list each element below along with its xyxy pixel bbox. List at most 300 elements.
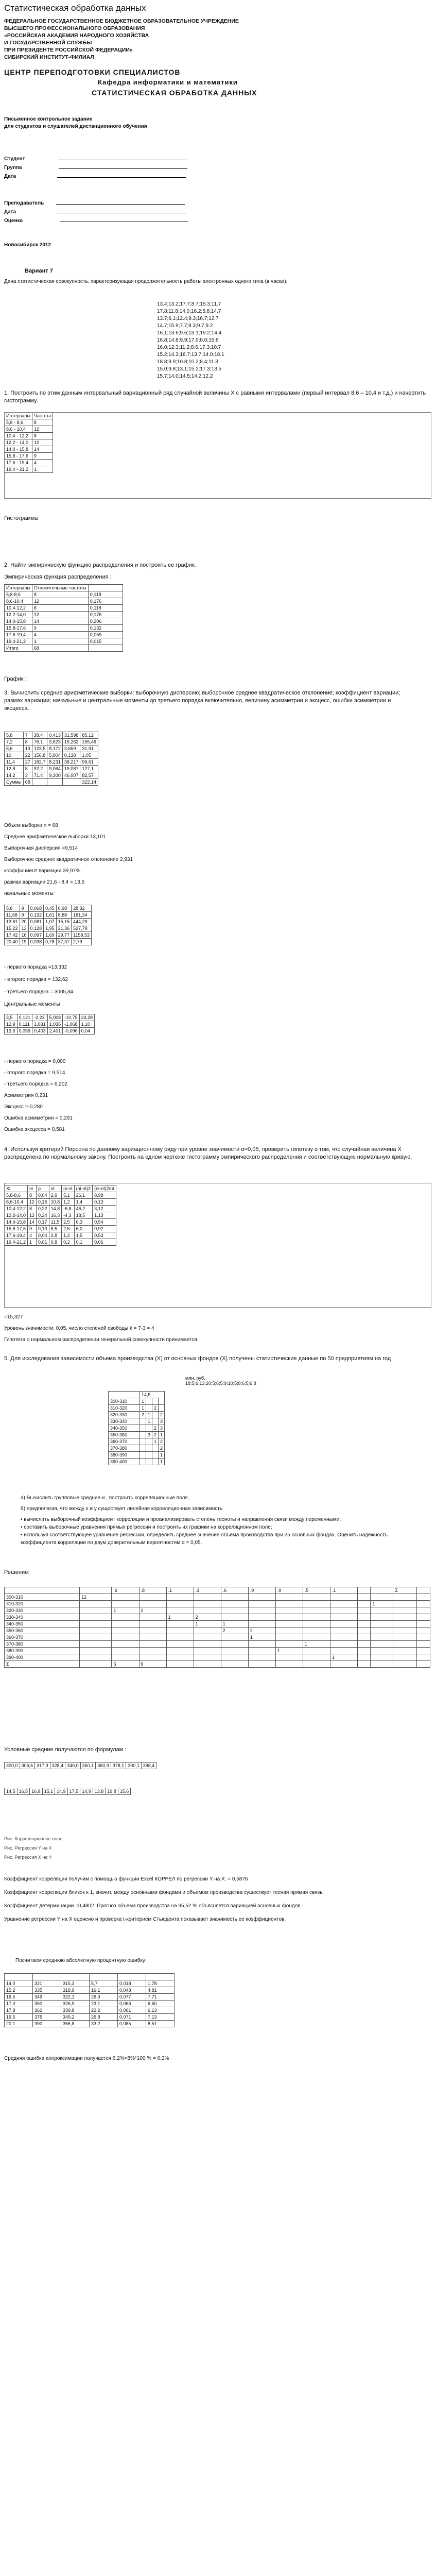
table-cell: 9 xyxy=(20,912,28,919)
field-label: Дата xyxy=(4,209,16,215)
table-header: (ni-nt)2/nt xyxy=(93,1185,116,1192)
coef-line: Коэффициент корреляции получим с помощью функции Excel КОРРЕЛ по регрессии Y на X: = 0,5876 xyxy=(4,1876,248,1882)
table-cell: 5,8-8,6 xyxy=(5,1192,28,1199)
table-cell: 6,5 xyxy=(49,1226,62,1232)
table-cell: 16,3 xyxy=(49,1212,62,1219)
error-excess-line: Ошибка эксцесса = 0,581 xyxy=(4,1127,65,1132)
excess-line: Эксцесс =-0,280 xyxy=(4,1104,43,1110)
table-cell: 26,8 xyxy=(90,2014,118,2021)
task-line: используя соответствующее уравнение регрессии, определить среднее значение объема производства при 25 основных фондах. Оценить надежность коэффициента корреляции по двум доверительным вероятностям α = 0,05. xyxy=(21,1532,388,1546)
table-cell: 9 xyxy=(20,905,28,912)
table-cell xyxy=(159,1405,165,1412)
item-1: 1. Построить по этим данным интервальный вариационный ряд случайной величины X с равными интервалами (первый интервал 8,6 – 10,4 и т.д.) и начертить гистограмму. xyxy=(4,390,426,404)
table-cell xyxy=(146,1438,152,1445)
table-cell: 326,9 xyxy=(61,2001,90,2007)
table-cell: 1,69 xyxy=(44,932,57,939)
table-cell: 300-310 xyxy=(109,1398,140,1405)
table-cell: 0,45 xyxy=(44,905,57,912)
item-3: 3. Вычислить средние арифметические выборки; выборочную дисперсию; выборочное среднее квадратическое отклонение; коэффициент вариации; размах вариации; начальные и центральные моменты до третьего порядка включительно, величину асимметрии и эксцесс, ошибки асимметрии и эксцесса. xyxy=(4,690,400,711)
table-cell: 0,118 xyxy=(88,605,123,612)
table-cell: 390-400 xyxy=(109,1459,140,1465)
table-cell: 2 xyxy=(221,1628,248,1634)
table-cell: 0,059 xyxy=(88,632,123,638)
table-cell: 390-400 xyxy=(5,1654,80,1661)
figure-caption: Рис. Корреляционное поле xyxy=(4,1836,63,1841)
table-cell: 310-320 xyxy=(5,1601,80,1607)
table-cell: 0,92 xyxy=(93,1226,116,1232)
final-line: Средняя ошибка аппроксимации получается 6,2%<8%*100 % = 6,2% xyxy=(4,2056,169,2061)
header-line: СИБИРСКИЙ ИНСТИТУТ-ФИЛИАЛ xyxy=(4,54,94,60)
table-cell: 8 xyxy=(32,605,88,612)
table-cell: 4 xyxy=(32,460,53,466)
table-cell: 1 xyxy=(112,1607,139,1614)
table-cell xyxy=(152,1412,159,1418)
data-block xyxy=(157,301,224,380)
table-cell: 376 xyxy=(33,2014,61,2021)
table-cell xyxy=(152,1418,159,1425)
table-cell: 0,54 xyxy=(93,1219,116,1226)
task-line: а) Вычислить групповые средние и , построить корреляционные поля. xyxy=(21,1495,189,1501)
table-cell: 4 xyxy=(28,1232,37,1239)
table-header: .9 xyxy=(248,1587,275,1594)
table-cell: 15,8-17,6 xyxy=(5,625,32,632)
table-cell: 12,2 - 14,0 xyxy=(5,439,32,446)
table-cell xyxy=(152,1398,159,1405)
table-cell: 31,91 xyxy=(80,745,98,752)
item-5-text: Для исследования зависимости объема производства (Х) от основных фондов (Х) получены статистические данные по 50 предприятиям на год xyxy=(10,1355,391,1362)
table-cell: 350,1 xyxy=(80,1762,96,1769)
table-header: .9 xyxy=(275,1587,303,1594)
table-cell: 13 xyxy=(20,925,28,932)
table-cell: Итого xyxy=(5,645,32,652)
calc-table xyxy=(4,732,98,786)
table-cell: 1,5 xyxy=(74,1232,93,1239)
table-cell: 2,8 xyxy=(49,1232,62,1239)
table-cell: 17,42 xyxy=(5,932,20,939)
table-cell: 8 xyxy=(32,433,53,439)
table-header: .3 xyxy=(194,1587,221,1594)
table-cell: 2 xyxy=(159,1438,165,1445)
table-cell xyxy=(146,1398,152,1405)
table-header xyxy=(118,1974,146,1980)
field-line[interactable] xyxy=(59,163,187,169)
table-cell xyxy=(152,1452,159,1459)
table-cell: 5,8 xyxy=(5,732,24,739)
field-line[interactable] xyxy=(60,216,188,222)
data-row: 16.8;14.8;9.9;17.0;8.0;15.6 xyxy=(157,337,219,343)
table-cell xyxy=(152,1445,159,1452)
table-cell: 7,71 xyxy=(146,1994,175,2001)
table-header: Относительные частоты xyxy=(32,585,88,591)
moments-block xyxy=(4,961,73,998)
table-cell: 14 xyxy=(28,1219,37,1226)
table-header xyxy=(109,1392,140,1398)
table-header xyxy=(80,1587,112,1594)
table-cell: 12,9 xyxy=(5,1021,18,1028)
data-row: 16.1;13.6;9.6;13.1;19.2;14.4 xyxy=(157,330,222,336)
table-cell: 370-380 xyxy=(109,1445,140,1452)
field-label: Группа xyxy=(4,165,22,171)
moment-line: - первого порядка = 0,000 xyxy=(4,1059,66,1064)
table-cell: 1 xyxy=(166,1614,194,1621)
table-cell: 1 xyxy=(194,1621,221,1628)
table-cell: 1,2 xyxy=(62,1232,75,1239)
table-cell: 1,031 xyxy=(32,1021,48,1028)
table-cell: 1 xyxy=(159,1432,165,1438)
table-cell: 9 xyxy=(32,625,88,632)
data-row: 15.0;9.8;13.1;15.2;17.3;13.5 xyxy=(157,366,222,372)
table-cell: 8,51 xyxy=(146,2021,175,2027)
stat-line: Выборочное среднее квадратичное отклонение 2,931 xyxy=(4,857,133,862)
table-cell: 3,12 xyxy=(93,1206,116,1212)
table-cell: 0,24 xyxy=(37,1212,49,1219)
table-cell: 14,0 xyxy=(5,1980,33,1987)
table-cell: 6,0 xyxy=(74,1226,93,1232)
table-cell: 328,4 xyxy=(50,1762,65,1769)
stat-line: начальные моменты xyxy=(4,891,54,896)
table-cell: 12,2-14,0 xyxy=(5,1212,28,1219)
department-title: Кафедра информатики и математики xyxy=(98,78,238,86)
corr-title-line: млн. руб. xyxy=(185,1376,205,1381)
data-row: 14.7;15.9;7.7;8.3;9.7;9.2 xyxy=(157,323,213,329)
table-cell: 1,2 xyxy=(62,1199,75,1206)
table-cell: 8 xyxy=(28,1206,37,1212)
table-cell: 22 xyxy=(23,752,32,759)
chi-value: =15,327 xyxy=(4,1314,23,1320)
error-asymmetry-line: Ошибка асимметрии = 0,291 xyxy=(4,1115,73,1121)
table-cell: 92,2 xyxy=(32,766,47,772)
table-cell: 10,4-12,2 xyxy=(5,605,32,612)
table-cell: 5,1 xyxy=(62,1192,75,1199)
table-cell: 20 xyxy=(20,919,28,925)
table-cell: 398,4 xyxy=(141,1762,156,1769)
field-line[interactable] xyxy=(57,172,186,178)
table-cell: 16,5 xyxy=(5,1994,33,2001)
central-moments-block xyxy=(4,1056,73,1136)
table-cell: 11,68 xyxy=(5,912,20,919)
table-cell xyxy=(47,779,63,786)
moment-line: - первого порядка =13,332 xyxy=(4,964,67,970)
table-cell: 17,6-19,4 xyxy=(5,1232,28,1239)
table-cell: 2 xyxy=(152,1425,159,1432)
table-cell: 0,015 xyxy=(88,638,123,645)
table-cell: 349 xyxy=(33,1994,61,2001)
table-cell xyxy=(146,1452,152,1459)
corr-title xyxy=(185,1376,256,1386)
table-cell: 9,300 xyxy=(47,772,63,779)
table-cell: 1 xyxy=(32,466,53,473)
table-cell: 444,29 xyxy=(72,919,92,925)
table-cell: 14,5 xyxy=(5,1788,18,1795)
table-cell: 9 xyxy=(28,1226,37,1232)
table-header: (ni-nt)2 xyxy=(74,1185,93,1192)
student-fields xyxy=(4,155,187,181)
table-cell: 156,8 xyxy=(32,752,47,759)
table-cell: 16,9 xyxy=(30,1788,43,1795)
table-cell: 14,2 xyxy=(5,772,24,779)
field-line[interactable] xyxy=(56,199,185,205)
table-cell: 24,28 xyxy=(79,1014,95,1021)
table-cell xyxy=(146,1405,152,1412)
table-cell: 1,78 xyxy=(146,1980,175,1987)
table-cell: 19,5 xyxy=(5,2014,33,2021)
table-cell: 14 xyxy=(32,446,53,453)
table-cell: 12 xyxy=(28,1212,37,1219)
table-cell: 306,5 xyxy=(20,1762,35,1769)
table-cell: 1 xyxy=(248,1634,275,1641)
table-cell: 356,8 xyxy=(61,2021,90,2027)
table-cell: 10 xyxy=(5,752,24,759)
table-cell: 0,06 xyxy=(93,1239,116,1246)
field-line[interactable] xyxy=(57,208,186,213)
table-cell: 12 xyxy=(32,426,53,433)
table-cell: 0,2 xyxy=(62,1239,75,1246)
table-cell: 68 xyxy=(32,645,88,652)
table-cell: 0,071 xyxy=(118,2014,146,2021)
table-cell xyxy=(140,1418,146,1425)
table-cell: Σ xyxy=(5,1661,80,1668)
table-cell: 1 xyxy=(275,1648,303,1654)
table-cell xyxy=(140,1425,146,1432)
stat-line: размах вариации 21,6 - 8,4 = 13,5 xyxy=(4,879,85,885)
table-cell: 0,048 xyxy=(118,1987,146,1994)
header-line: ВЫСШЕГО ПРОФЕССИОНАЛЬНОГО ОБРАЗОВАНИЯ xyxy=(4,25,145,31)
table-cell: 8 xyxy=(32,591,88,598)
table-header: .6 xyxy=(112,1587,139,1594)
table-cell: -2,23 xyxy=(32,1014,48,1021)
table-header: .6 xyxy=(221,1587,248,1594)
forecast-line: Коэффициент детерминации =0,4802. Прогноз объема производства на 95,52 % объясняется вариацией основных фондов. xyxy=(4,1903,302,1909)
table-cell: 380-390 xyxy=(109,1452,140,1459)
table-cell: 0,22 xyxy=(37,1206,49,1212)
table-cell: 9 xyxy=(139,1661,166,1668)
table-cell xyxy=(159,1398,165,1405)
table-header xyxy=(33,1974,61,1980)
table-cell: 370-380 xyxy=(5,1641,80,1648)
stat-line: Среднее арифметическое выборки 13,101 xyxy=(4,834,106,840)
table-cell: 8,6 xyxy=(5,745,24,752)
table-cell: 1,036 xyxy=(47,1021,63,1028)
table-cell: 6,98 xyxy=(56,905,72,912)
table-header: Xi xyxy=(5,1185,28,1192)
table-cell: 15,6 xyxy=(118,1788,131,1795)
table-cell: 1 xyxy=(32,638,88,645)
table-cell: 350-360 xyxy=(109,1432,140,1438)
table-cell: 1 xyxy=(28,1239,37,1246)
table-cell: 2,5 xyxy=(62,1226,75,1232)
table-cell: 20,1 xyxy=(5,2021,33,2027)
table-cell: 0,097 xyxy=(28,932,44,939)
stats-block xyxy=(4,820,133,900)
table-cell xyxy=(146,1459,152,1465)
table-cell: 8 xyxy=(28,1192,37,1199)
table-header xyxy=(357,1587,371,1594)
table-cell: 16,5 xyxy=(17,1788,30,1795)
table-header: .5 xyxy=(303,1587,330,1594)
emp-caption: Эмпирическая функция распределения : xyxy=(4,574,112,580)
table-cell: 8,88 xyxy=(56,912,72,919)
moment-line: - третьего порядка = 3005,34 xyxy=(4,989,73,995)
table-cell: -4,3 xyxy=(62,1212,75,1219)
data-row: 13.4;13.2;17.7;8.7;15.3;11.7 xyxy=(157,301,221,307)
table-cell: 330-340 xyxy=(5,1614,80,1621)
table-cell: 2 xyxy=(152,1405,159,1412)
table-cell: 182,7 xyxy=(32,759,47,766)
table-cell: 350 xyxy=(33,2001,61,2007)
table-cell: 1 xyxy=(371,1601,393,1607)
table-cell: 68 xyxy=(23,779,32,786)
table-cell: 3 xyxy=(159,1418,165,1425)
field-label: Дата xyxy=(4,174,16,179)
stat-line: Объем выборки n = 68 xyxy=(4,823,58,828)
table-cell: 8,172 xyxy=(47,745,63,752)
table-cell: 17,0 xyxy=(5,2001,33,2007)
table-cell: 20,40 xyxy=(5,939,20,945)
header-line: ПРИ ПРЕЗИДЕНТЕ РОССИЙСКОЙ ФЕДЕРАЦИИ» xyxy=(4,47,133,53)
table-cell: 310-320 xyxy=(109,1405,140,1412)
table-cell: 2 xyxy=(152,1432,159,1438)
table-cell: 14,0 - 15,8 xyxy=(5,446,32,453)
table-cell: 0,077 xyxy=(118,1994,146,2001)
table-cell: 318,9 xyxy=(61,1987,90,1994)
table-cell: 3,5 xyxy=(5,1014,18,1021)
table-cell xyxy=(146,1445,152,1452)
stat-line: Выборочная дисперсия =9,514 xyxy=(4,845,78,851)
table-cell: 6,3 xyxy=(74,1219,93,1226)
table-cell: 10,4 - 12,2 xyxy=(5,433,32,439)
table-cell: 8 xyxy=(32,419,53,426)
table-cell: 0,1 xyxy=(74,1239,93,1246)
central-label: Центральные моменты xyxy=(4,1002,60,1007)
table-cell: 33,2 xyxy=(90,2021,118,2027)
chi-conclusion: Гипотеза о нормальном распределении генеральной совокупности принимается. xyxy=(4,1337,199,1343)
table-cell: 2,401 xyxy=(47,1028,63,1035)
table-cell: 19 xyxy=(20,939,28,945)
table-cell: 15,2 xyxy=(5,1987,33,1994)
table-cell: 71,4 xyxy=(32,772,47,779)
table-cell: 15,1 xyxy=(42,1788,55,1795)
table-cell: 300-310 xyxy=(5,1594,80,1601)
table-cell: 29,77 xyxy=(56,932,72,939)
table-cell: 23,1 xyxy=(90,2001,118,2007)
histogram-label: Гистограмма xyxy=(4,515,38,521)
table-cell: 0,13 xyxy=(93,1199,116,1206)
table-header: ni xyxy=(28,1185,37,1192)
task-line: вычислить выборочный коэффициент корреляции и проанализировать степень тесноты и направления связи между переменными; xyxy=(24,1517,341,1522)
table-cell: 14,0-15,8 xyxy=(5,1219,28,1226)
table-cell: 13,8 xyxy=(93,1788,106,1795)
table-cell: 0,059 xyxy=(17,1028,32,1035)
table-cell: 360-370 xyxy=(5,1634,80,1641)
table-cell: 1 xyxy=(303,1641,330,1648)
table-cell: 322,14 xyxy=(80,779,98,786)
table-cell: 2 xyxy=(140,1412,146,1418)
table-cell: 1 xyxy=(146,1418,152,1425)
table-cell: 13 xyxy=(23,745,32,752)
table-cell: 2 xyxy=(159,1445,165,1452)
table-cell: 7 xyxy=(23,732,32,739)
solution-table xyxy=(4,1587,430,1668)
table-header xyxy=(146,1974,175,1980)
histogram-frame xyxy=(4,412,431,499)
table-cell: 0,085 xyxy=(118,2021,146,2027)
table-cell: 12 xyxy=(32,598,88,605)
chi-note: Уровень значимости: 0,05, число степеней свободы k = 7-3 = 4 xyxy=(4,1326,154,1331)
table-cell: 339,8 xyxy=(61,2007,90,2014)
table-header: p xyxy=(37,1185,49,1192)
task-line: составить выборочные уравнения прямых регрессии и построить их графики на корреляционном поле; xyxy=(24,1524,272,1530)
table-cell: 10,4-12,2 xyxy=(5,1206,28,1212)
table-cell: 14,0-15,8 xyxy=(5,618,32,625)
forecast-line: Уравнение регрессии Y на X оценено и проверка t-критерием Стьюдента показывает значимость ее коэффициентов. xyxy=(4,1917,286,1922)
table-cell: 5,7 xyxy=(90,1980,118,1987)
table-cell: 2,5 xyxy=(62,1219,75,1226)
table-cell: 11,5 xyxy=(49,1219,62,1226)
table-cell xyxy=(32,779,47,786)
table-cell: 321 xyxy=(33,1980,61,1987)
table-cell: 2 xyxy=(159,1412,165,1418)
data-row: 17.8;11.8;14.0;16.2;5.8;14.7 xyxy=(157,309,221,314)
table-cell: 5,8 - 8,6 xyxy=(5,419,32,426)
table-cell: Суммы xyxy=(5,779,24,786)
table-cell: 320-330 xyxy=(109,1412,140,1418)
center-title: ЦЕНТР ПЕРЕПОДГОТОВКИ СПЕЦИАЛИСТОВ xyxy=(4,68,181,76)
table-cell: 3 xyxy=(23,772,32,779)
table-cell: 1,05 xyxy=(80,752,98,759)
table-cell: 1,13 xyxy=(93,1212,116,1219)
table-cell: 15,8-17,6 xyxy=(5,1226,28,1232)
table-cell: 123,5 xyxy=(32,745,47,752)
table-cell: 12 xyxy=(80,1594,112,1601)
table-cell: 1 xyxy=(140,1405,146,1412)
table-cell xyxy=(140,1452,146,1459)
table-cell: 18,5 xyxy=(74,1212,93,1219)
table-cell: 7,2 xyxy=(5,739,24,745)
table-cell: 0,121 xyxy=(17,1014,32,1021)
table-cell: 0,01 xyxy=(37,1239,49,1246)
table-cell xyxy=(152,1459,159,1465)
table-cell: 0,132 xyxy=(28,912,44,919)
table-cell: 19,4 - 21,2 xyxy=(5,466,32,473)
table-cell: 322,1 xyxy=(61,1994,90,2001)
table-header xyxy=(90,1974,118,1980)
figure-captions xyxy=(4,1834,62,1862)
table-cell: 360,9 xyxy=(96,1762,111,1769)
table-cell: 15,22 xyxy=(5,925,20,932)
table-cell: 19,8 xyxy=(106,1788,118,1795)
table-cell: 27 xyxy=(23,759,32,766)
table-cell: 1 xyxy=(159,1459,165,1465)
field-line[interactable] xyxy=(58,155,187,160)
data-row: 15.2;14.3;16.7;13.7;14.0;18.1 xyxy=(157,352,224,358)
table-cell: 349,2 xyxy=(61,2014,90,2021)
teacher-fields xyxy=(4,199,188,225)
table-header: Интервалы xyxy=(5,413,32,419)
deviation-table xyxy=(4,1973,175,2027)
table-cell: 317,3 xyxy=(35,1762,50,1769)
conditional-label: Условные средние получаются по формулам : xyxy=(4,1747,127,1753)
city-year: Новосибирск 2012 xyxy=(4,242,51,248)
table-cell: 7,13 xyxy=(146,2014,175,2021)
table-cell: 99,61 xyxy=(80,759,98,766)
table-cell xyxy=(140,1432,146,1438)
table-cell xyxy=(140,1445,146,1452)
data-row: 18.8;9.9;10.8;10.2;8.4;11.3 xyxy=(157,359,218,365)
table-cell: 0,53 xyxy=(93,1232,116,1239)
table-cell: 8 xyxy=(23,766,32,772)
table-cell: 155,46 xyxy=(80,739,98,745)
table-cell: 38,4 xyxy=(32,732,47,739)
